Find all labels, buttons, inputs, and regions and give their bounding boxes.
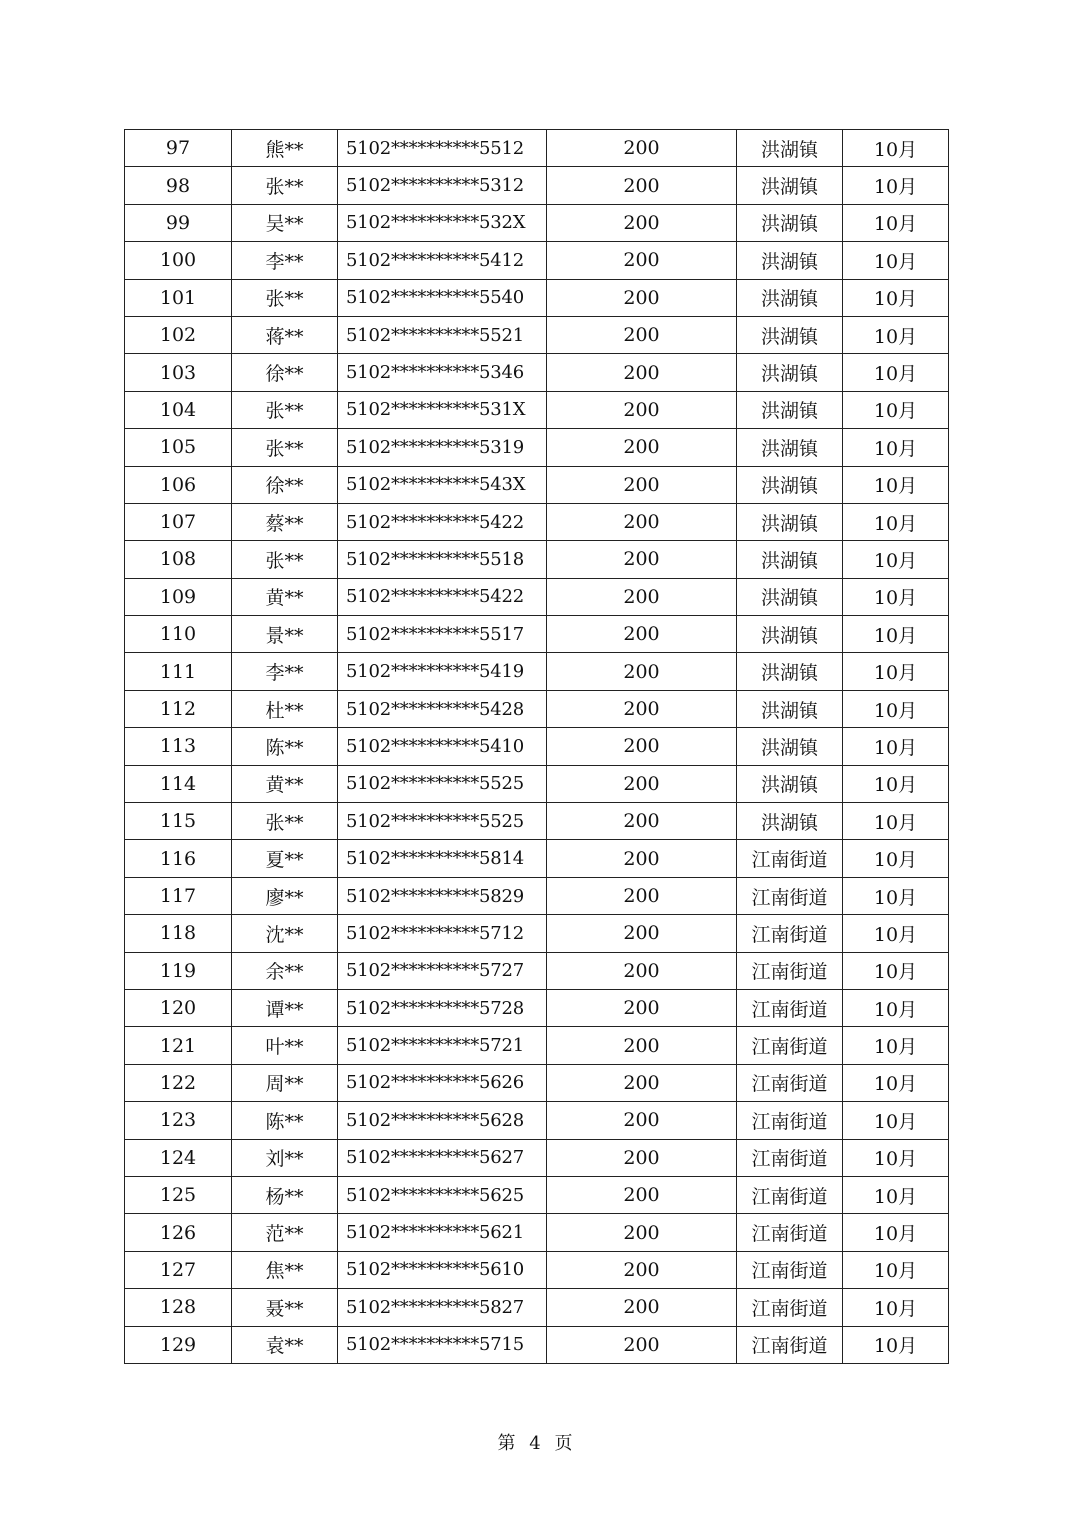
cell-area: 洪湖镇 [737, 616, 843, 653]
cell-amount: 200 [547, 391, 737, 428]
cell-amount: 200 [547, 877, 737, 914]
cell-amount: 200 [547, 578, 737, 615]
cell-month: 10月 [843, 989, 949, 1026]
cell-id-number: 5102**********543X [338, 466, 547, 503]
cell-month: 10月 [843, 1064, 949, 1101]
cell-id-number: 5102**********5814 [338, 840, 547, 877]
table-row [125, 1176, 949, 1213]
cell-index: 120 [125, 989, 232, 1026]
table-row [125, 242, 949, 279]
cell-amount: 200 [547, 130, 737, 167]
cell-name: 陈** [232, 1102, 338, 1139]
table-body [125, 130, 949, 1364]
cell-name: 景** [232, 616, 338, 653]
table-row [125, 653, 949, 690]
cell-name: 杜** [232, 690, 338, 727]
cell-month: 10月 [843, 765, 949, 802]
cell-name: 沈** [232, 915, 338, 952]
cell-index: 113 [125, 728, 232, 765]
table-row [125, 391, 949, 428]
cell-amount: 200 [547, 653, 737, 690]
cell-id-number: 5102**********531X [338, 391, 547, 428]
table-row [125, 728, 949, 765]
cell-name: 徐** [232, 466, 338, 503]
cell-id-number: 5102**********5610 [338, 1251, 547, 1288]
table-row [125, 279, 949, 316]
table-row [125, 690, 949, 727]
table-row [125, 1289, 949, 1326]
cell-id-number: 5102**********5410 [338, 728, 547, 765]
cell-month: 10月 [843, 803, 949, 840]
cell-amount: 200 [547, 503, 737, 540]
cell-id-number: 5102**********5625 [338, 1176, 547, 1213]
cell-area: 洪湖镇 [737, 204, 843, 241]
cell-month: 10月 [843, 1251, 949, 1288]
cell-name: 张** [232, 803, 338, 840]
cell-amount: 200 [547, 204, 737, 241]
cell-name: 徐** [232, 354, 338, 391]
table-row [125, 167, 949, 204]
cell-name: 蔡** [232, 503, 338, 540]
cell-name: 余** [232, 952, 338, 989]
cell-area: 江南街道 [737, 840, 843, 877]
cell-name: 吴** [232, 204, 338, 241]
cell-area: 洪湖镇 [737, 503, 843, 540]
cell-name: 李** [232, 242, 338, 279]
cell-index: 119 [125, 952, 232, 989]
cell-area: 江南街道 [737, 1176, 843, 1213]
cell-id-number: 5102**********5525 [338, 765, 547, 802]
cell-index: 101 [125, 279, 232, 316]
cell-area: 洪湖镇 [737, 279, 843, 316]
cell-index: 103 [125, 354, 232, 391]
cell-month: 10月 [843, 840, 949, 877]
cell-month: 10月 [843, 1214, 949, 1251]
cell-area: 江南街道 [737, 952, 843, 989]
cell-area: 洪湖镇 [737, 466, 843, 503]
cell-name: 叶** [232, 1027, 338, 1064]
cell-index: 114 [125, 765, 232, 802]
cell-name: 范** [232, 1214, 338, 1251]
cell-id-number: 5102**********5517 [338, 616, 547, 653]
cell-id-number: 5102**********5428 [338, 690, 547, 727]
cell-name: 杨** [232, 1176, 338, 1213]
cell-amount: 200 [547, 989, 737, 1026]
table-row [125, 840, 949, 877]
table-row [125, 1064, 949, 1101]
cell-month: 10月 [843, 541, 949, 578]
cell-amount: 200 [547, 1064, 737, 1101]
cell-amount: 200 [547, 541, 737, 578]
cell-id-number: 5102**********5312 [338, 167, 547, 204]
cell-amount: 200 [547, 242, 737, 279]
table-row [125, 952, 949, 989]
cell-name: 张** [232, 167, 338, 204]
cell-id-number: 5102**********5628 [338, 1102, 547, 1139]
cell-area: 洪湖镇 [737, 242, 843, 279]
page-number: 第 4 页 [497, 1433, 577, 1454]
cell-id-number: 5102**********5525 [338, 803, 547, 840]
cell-name: 张** [232, 391, 338, 428]
cell-area: 江南街道 [737, 1326, 843, 1363]
cell-area: 洪湖镇 [737, 130, 843, 167]
cell-month: 10月 [843, 952, 949, 989]
cell-area: 洪湖镇 [737, 541, 843, 578]
table-row [125, 354, 949, 391]
cell-month: 10月 [843, 1139, 949, 1176]
table-row [125, 316, 949, 353]
cell-index: 112 [125, 690, 232, 727]
table-row [125, 130, 949, 167]
cell-area: 洪湖镇 [737, 578, 843, 615]
cell-area: 洪湖镇 [737, 765, 843, 802]
cell-name: 袁** [232, 1326, 338, 1363]
cell-id-number: 5102**********5712 [338, 915, 547, 952]
cell-amount: 200 [547, 765, 737, 802]
cell-month: 10月 [843, 877, 949, 914]
cell-area: 江南街道 [737, 1289, 843, 1326]
cell-month: 10月 [843, 915, 949, 952]
table-row [125, 1139, 949, 1176]
cell-area: 江南街道 [737, 1064, 843, 1101]
cell-name: 陈** [232, 728, 338, 765]
table-row [125, 803, 949, 840]
table-row [125, 1214, 949, 1251]
cell-id-number: 5102**********5721 [338, 1027, 547, 1064]
cell-month: 10月 [843, 429, 949, 466]
cell-name: 谭** [232, 989, 338, 1026]
cell-month: 10月 [843, 578, 949, 615]
cell-area: 洪湖镇 [737, 429, 843, 466]
cell-amount: 200 [547, 690, 737, 727]
cell-month: 10月 [843, 204, 949, 241]
cell-amount: 200 [547, 1102, 737, 1139]
cell-index: 126 [125, 1214, 232, 1251]
table-row [125, 915, 949, 952]
cell-month: 10月 [843, 279, 949, 316]
cell-month: 10月 [843, 728, 949, 765]
cell-amount: 200 [547, 354, 737, 391]
cell-area: 洪湖镇 [737, 653, 843, 690]
cell-amount: 200 [547, 840, 737, 877]
cell-amount: 200 [547, 1251, 737, 1288]
table-row [125, 1027, 949, 1064]
cell-index: 100 [125, 242, 232, 279]
cell-name: 聂** [232, 1289, 338, 1326]
cell-amount: 200 [547, 466, 737, 503]
cell-month: 10月 [843, 316, 949, 353]
cell-index: 105 [125, 429, 232, 466]
cell-amount: 200 [547, 167, 737, 204]
cell-index: 118 [125, 915, 232, 952]
cell-index: 102 [125, 316, 232, 353]
cell-area: 江南街道 [737, 915, 843, 952]
cell-name: 黄** [232, 578, 338, 615]
cell-month: 10月 [843, 690, 949, 727]
cell-name: 张** [232, 429, 338, 466]
cell-id-number: 5102**********5422 [338, 503, 547, 540]
cell-index: 111 [125, 653, 232, 690]
cell-index: 97 [125, 130, 232, 167]
cell-index: 125 [125, 1176, 232, 1213]
cell-id-number: 5102**********5319 [338, 429, 547, 466]
cell-area: 江南街道 [737, 1027, 843, 1064]
cell-id-number: 5102**********5521 [338, 316, 547, 353]
cell-month: 10月 [843, 354, 949, 391]
cell-amount: 200 [547, 1214, 737, 1251]
cell-index: 109 [125, 578, 232, 615]
cell-name: 张** [232, 541, 338, 578]
cell-id-number: 5102**********5540 [338, 279, 547, 316]
cell-id-number: 5102**********5512 [338, 130, 547, 167]
cell-month: 10月 [843, 466, 949, 503]
cell-month: 10月 [843, 167, 949, 204]
cell-area: 江南街道 [737, 877, 843, 914]
cell-amount: 200 [547, 1176, 737, 1213]
cell-amount: 200 [547, 1027, 737, 1064]
cell-month: 10月 [843, 1289, 949, 1326]
cell-month: 10月 [843, 242, 949, 279]
cell-area: 洪湖镇 [737, 316, 843, 353]
cell-index: 98 [125, 167, 232, 204]
cell-amount: 200 [547, 915, 737, 952]
cell-amount: 200 [547, 279, 737, 316]
cell-amount: 200 [547, 616, 737, 653]
table-row [125, 1102, 949, 1139]
table-row [125, 1251, 949, 1288]
cell-month: 10月 [843, 1102, 949, 1139]
cell-name: 夏** [232, 840, 338, 877]
cell-index: 128 [125, 1289, 232, 1326]
cell-id-number: 5102**********5422 [338, 578, 547, 615]
cell-index: 124 [125, 1139, 232, 1176]
cell-month: 10月 [843, 653, 949, 690]
cell-id-number: 5102**********5627 [338, 1139, 547, 1176]
cell-amount: 200 [547, 728, 737, 765]
table-row [125, 204, 949, 241]
cell-area: 洪湖镇 [737, 690, 843, 727]
cell-area: 江南街道 [737, 989, 843, 1026]
cell-amount: 200 [547, 1139, 737, 1176]
cell-id-number: 5102**********5412 [338, 242, 547, 279]
cell-name: 张** [232, 279, 338, 316]
cell-name: 廖** [232, 877, 338, 914]
cell-id-number: 5102**********5827 [338, 1289, 547, 1326]
cell-area: 江南街道 [737, 1102, 843, 1139]
cell-month: 10月 [843, 1326, 949, 1363]
cell-amount: 200 [547, 1326, 737, 1363]
cell-id-number: 5102**********532X [338, 204, 547, 241]
cell-name: 刘** [232, 1139, 338, 1176]
cell-amount: 200 [547, 803, 737, 840]
cell-month: 10月 [843, 130, 949, 167]
table-row [125, 765, 949, 802]
cell-index: 129 [125, 1326, 232, 1363]
cell-index: 123 [125, 1102, 232, 1139]
cell-id-number: 5102**********5715 [338, 1326, 547, 1363]
cell-name: 熊** [232, 130, 338, 167]
cell-index: 110 [125, 616, 232, 653]
cell-index: 121 [125, 1027, 232, 1064]
cell-month: 10月 [843, 1027, 949, 1064]
cell-area: 洪湖镇 [737, 391, 843, 428]
table-row [125, 503, 949, 540]
cell-id-number: 5102**********5728 [338, 989, 547, 1026]
cell-area: 洪湖镇 [737, 354, 843, 391]
cell-name: 焦** [232, 1251, 338, 1288]
table-row [125, 578, 949, 615]
cell-index: 99 [125, 204, 232, 241]
subsidy-table [124, 129, 949, 1364]
cell-index: 122 [125, 1064, 232, 1101]
cell-index: 106 [125, 466, 232, 503]
cell-id-number: 5102**********5626 [338, 1064, 547, 1101]
cell-amount: 200 [547, 316, 737, 353]
table-row [125, 429, 949, 466]
cell-id-number: 5102**********5621 [338, 1214, 547, 1251]
cell-index: 108 [125, 541, 232, 578]
cell-index: 104 [125, 391, 232, 428]
table-row [125, 616, 949, 653]
cell-area: 洪湖镇 [737, 167, 843, 204]
cell-amount: 200 [547, 1289, 737, 1326]
cell-id-number: 5102**********5419 [338, 653, 547, 690]
cell-area: 洪湖镇 [737, 728, 843, 765]
table-row [125, 877, 949, 914]
cell-id-number: 5102**********5829 [338, 877, 547, 914]
cell-id-number: 5102**********5727 [338, 952, 547, 989]
table-row [125, 466, 949, 503]
cell-amount: 200 [547, 952, 737, 989]
cell-index: 127 [125, 1251, 232, 1288]
cell-name: 周** [232, 1064, 338, 1101]
cell-amount: 200 [547, 429, 737, 466]
cell-id-number: 5102**********5346 [338, 354, 547, 391]
cell-month: 10月 [843, 616, 949, 653]
cell-index: 107 [125, 503, 232, 540]
cell-name: 蒋** [232, 316, 338, 353]
cell-area: 江南街道 [737, 1214, 843, 1251]
cell-index: 117 [125, 877, 232, 914]
cell-name: 李** [232, 653, 338, 690]
cell-area: 洪湖镇 [737, 803, 843, 840]
table-row [125, 989, 949, 1026]
cell-name: 黄** [232, 765, 338, 802]
cell-id-number: 5102**********5518 [338, 541, 547, 578]
cell-index: 116 [125, 840, 232, 877]
table-row [125, 541, 949, 578]
table-row [125, 1326, 949, 1363]
cell-month: 10月 [843, 1176, 949, 1213]
cell-area: 江南街道 [737, 1251, 843, 1288]
cell-month: 10月 [843, 391, 949, 428]
cell-month: 10月 [843, 503, 949, 540]
cell-area: 江南街道 [737, 1139, 843, 1176]
cell-index: 115 [125, 803, 232, 840]
